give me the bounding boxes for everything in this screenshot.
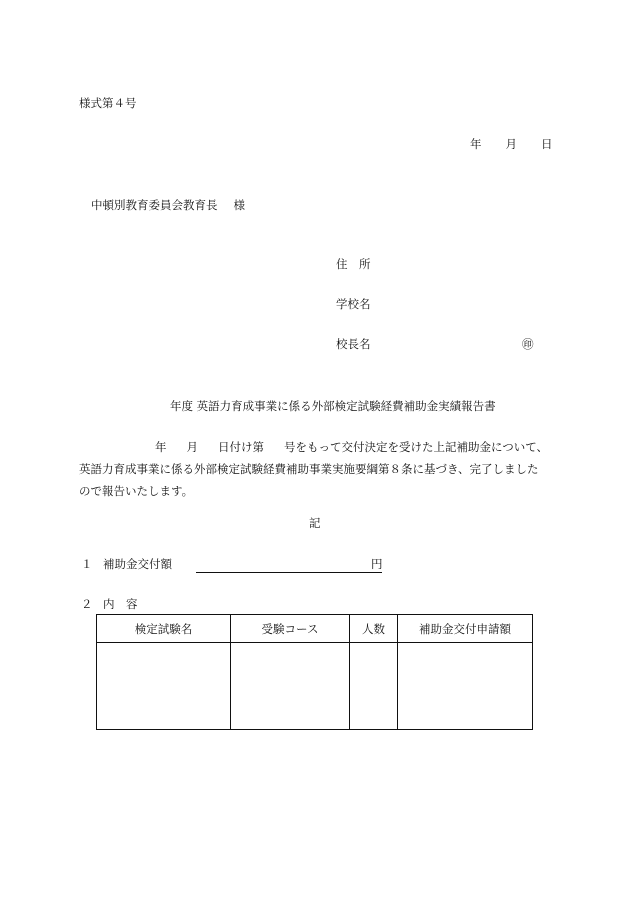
content-table bbox=[96, 614, 533, 730]
header-course: 受験コース bbox=[231, 615, 350, 643]
body-date-suffix: 日付け第 bbox=[218, 440, 264, 454]
body-line-3: ので報告いたします。 bbox=[79, 484, 194, 498]
item1-label: 補助金交付額 bbox=[103, 557, 172, 571]
date-line bbox=[470, 138, 553, 152]
body-text bbox=[79, 436, 559, 502]
cell-count bbox=[350, 643, 398, 730]
sender-principal-label: 校長名 bbox=[336, 337, 371, 351]
header-exam-name: 検定試験名 bbox=[97, 615, 231, 643]
body-line-1 bbox=[79, 436, 559, 458]
form-number: 様式第４号 bbox=[79, 96, 137, 110]
item2-label: 内 容 bbox=[103, 597, 138, 611]
addressee bbox=[91, 199, 245, 213]
amount-unit: 円 bbox=[371, 557, 383, 571]
header-count: 人数 bbox=[350, 615, 398, 643]
date-year-label: 年 bbox=[470, 137, 482, 151]
cell-course bbox=[231, 643, 350, 730]
sender-school-label: 学校名 bbox=[336, 297, 371, 311]
body-number-suffix: 号をもって交付決定を受けた上記補助金について、 bbox=[284, 440, 549, 454]
amount-entry-line bbox=[196, 558, 382, 573]
item1-number: １ bbox=[81, 557, 93, 571]
report-title: 年度 英語力育成事業に係る外部検定試験経費補助金実績報告書 bbox=[170, 399, 496, 413]
seal-mark: ㊞ bbox=[522, 337, 534, 351]
addressee-honorific: 様 bbox=[233, 198, 245, 212]
ki-heading: 記 bbox=[309, 516, 321, 530]
body-year: 年 bbox=[155, 440, 167, 454]
sender-address-label: 住 所 bbox=[336, 257, 371, 271]
body-line-2: 英語力育成事業に係る外部検定試験経費補助事業実施要綱第８条に基づき、完了しました bbox=[79, 462, 539, 476]
item2-number: ２ bbox=[81, 597, 93, 611]
date-month-label: 月 bbox=[505, 137, 517, 151]
body-month: 月 bbox=[186, 440, 198, 454]
table-row bbox=[97, 643, 533, 730]
header-amount: 補助金交付申請額 bbox=[398, 615, 533, 643]
cell-amount bbox=[398, 643, 533, 730]
table-header-row bbox=[97, 615, 533, 643]
date-day-label: 日 bbox=[541, 137, 553, 151]
cell-exam-name bbox=[97, 643, 231, 730]
addressee-name: 中頓別教育委員会教育長 bbox=[91, 198, 218, 212]
